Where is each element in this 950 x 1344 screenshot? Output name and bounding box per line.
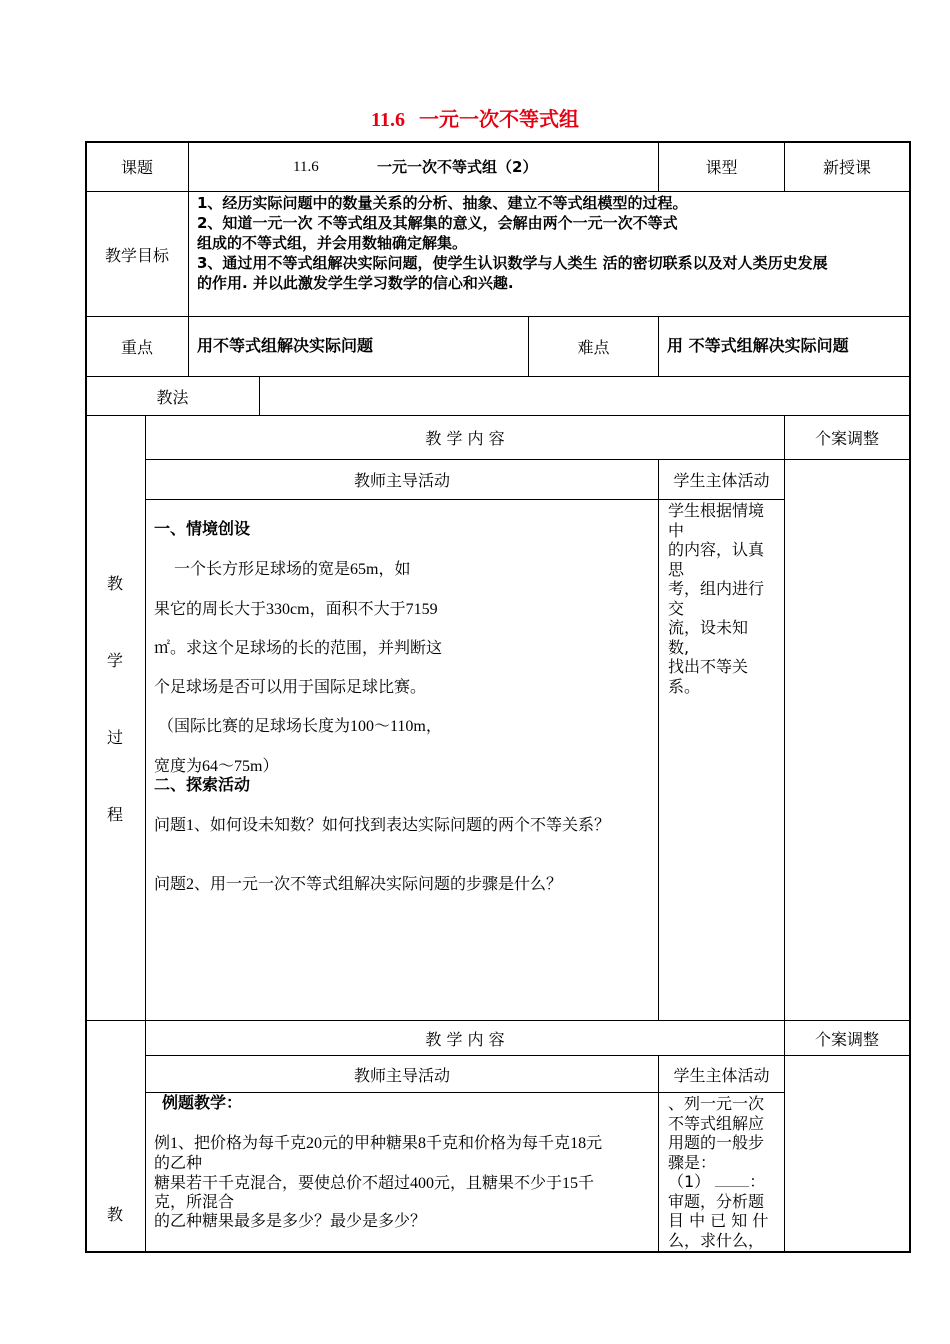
key-label: 重点	[120, 338, 153, 357]
question-2: 问题2、用一元一次不等式组解决实际问题的步骤是什么？	[154, 874, 563, 893]
method-value	[260, 377, 909, 415]
method-label: 教法	[156, 387, 189, 407]
objective-line: 组成的不等式组，并会用数轴确定解集。	[197, 234, 468, 252]
teacher-header: 教师主导活动	[353, 471, 450, 490]
content-header: 教 学 内 容	[425, 429, 505, 448]
example-line: 例1、把价格为每千克20元的甲种糖果8千克和价格为每千克18元	[154, 1133, 603, 1152]
objectives-label: 教学目标	[104, 245, 169, 265]
example-line: 糖果若干千克混合，要使总价不超过400元，且糖果不少于15千	[154, 1173, 595, 1192]
fill-blank	[715, 1174, 749, 1187]
content-header-2: 教 学 内 容	[425, 1029, 505, 1049]
teacher-header-2: 教师主导活动	[353, 1065, 450, 1085]
objective-line: 2、知道一元一次 不等式组及其解集的意义，会解由两个一元一次不等式	[197, 214, 678, 232]
objective-line: 的作用. 并以此激发学生学习数学的信心和兴趣.	[197, 274, 514, 292]
document-title	[0, 103, 950, 132]
scenario-line: 宽度为64～75m）	[154, 756, 279, 775]
scenario-line: 个足球场是否可以用于国际足球比赛。	[154, 677, 427, 696]
topic-label: 课题	[120, 158, 153, 177]
objective-line: 3、通过用不等式组解决实际问题，使学生认识数学与人类生 活的密切联系以及对人类历史发展	[197, 254, 828, 272]
scenario-line: （国际比赛的足球场长度为100～110m，	[158, 716, 442, 735]
process2-label: 教	[107, 1205, 124, 1224]
student-notes-2: 、列一元一次 不等式组解应 用题的一般步 骤是： （1） ： 审题，分析题 目 中 已 知 什 么，求什么，	[668, 1094, 769, 1250]
topic-name: 一元一次不等式组（2）	[377, 158, 538, 176]
adjust-header-2: 个案调整	[814, 1029, 879, 1049]
objectives-text	[197, 193, 905, 293]
student-header: 学生主体活动	[673, 471, 770, 490]
section1-title: 一、情境创设	[154, 519, 251, 538]
scenario-line: 果它的周长大于330cm，面积不大于7159	[154, 599, 438, 618]
process-label-char: 程	[107, 805, 124, 824]
difficulty-label: 难点	[577, 338, 610, 357]
student-notes: 学生根据情境 中 的内容，认真 思 考，组内进行 交 流，设未知 数, 找出不等关 系。	[668, 501, 765, 696]
title-number: 11.6	[371, 109, 405, 131]
title-text: 一元一次不等式组	[418, 107, 579, 131]
student-header-2: 学生主体活动	[673, 1065, 770, 1085]
process-label-char: 学	[107, 651, 124, 670]
example-line: 的乙种	[154, 1153, 203, 1172]
process-label-char: 教	[107, 574, 124, 593]
example-title: 例题教学：	[162, 1093, 243, 1112]
process-label-char: 过	[107, 728, 124, 747]
adjust-header: 个案调整	[814, 429, 879, 448]
type-value: 新授课	[822, 158, 871, 177]
example-line: 克，所混合	[154, 1192, 235, 1211]
topic-number: 11.6	[293, 159, 319, 175]
question-1: 问题1、如何设未知数？如何找到表达实际问题的两个不等关系？	[154, 815, 611, 834]
section2-title: 二、探索活动	[154, 775, 251, 794]
objective-line: 1、经历实际问题中的数量关系的分析、抽象、建立不等式组模型的过程。	[197, 194, 688, 212]
type-label: 课型	[705, 158, 738, 177]
scenario-line: 一个长方形足球场的宽是65m，如	[174, 559, 411, 578]
key-value: 用不等式组解决实际问题	[197, 336, 374, 355]
example-line: 的乙种糖果最多是多少？最少是多少？	[154, 1211, 427, 1230]
difficulty-value: 用 不等式组解决实际问题	[667, 336, 849, 355]
scenario-line: ㎡。求这个足球场的长的范围，并判断这	[154, 638, 443, 657]
